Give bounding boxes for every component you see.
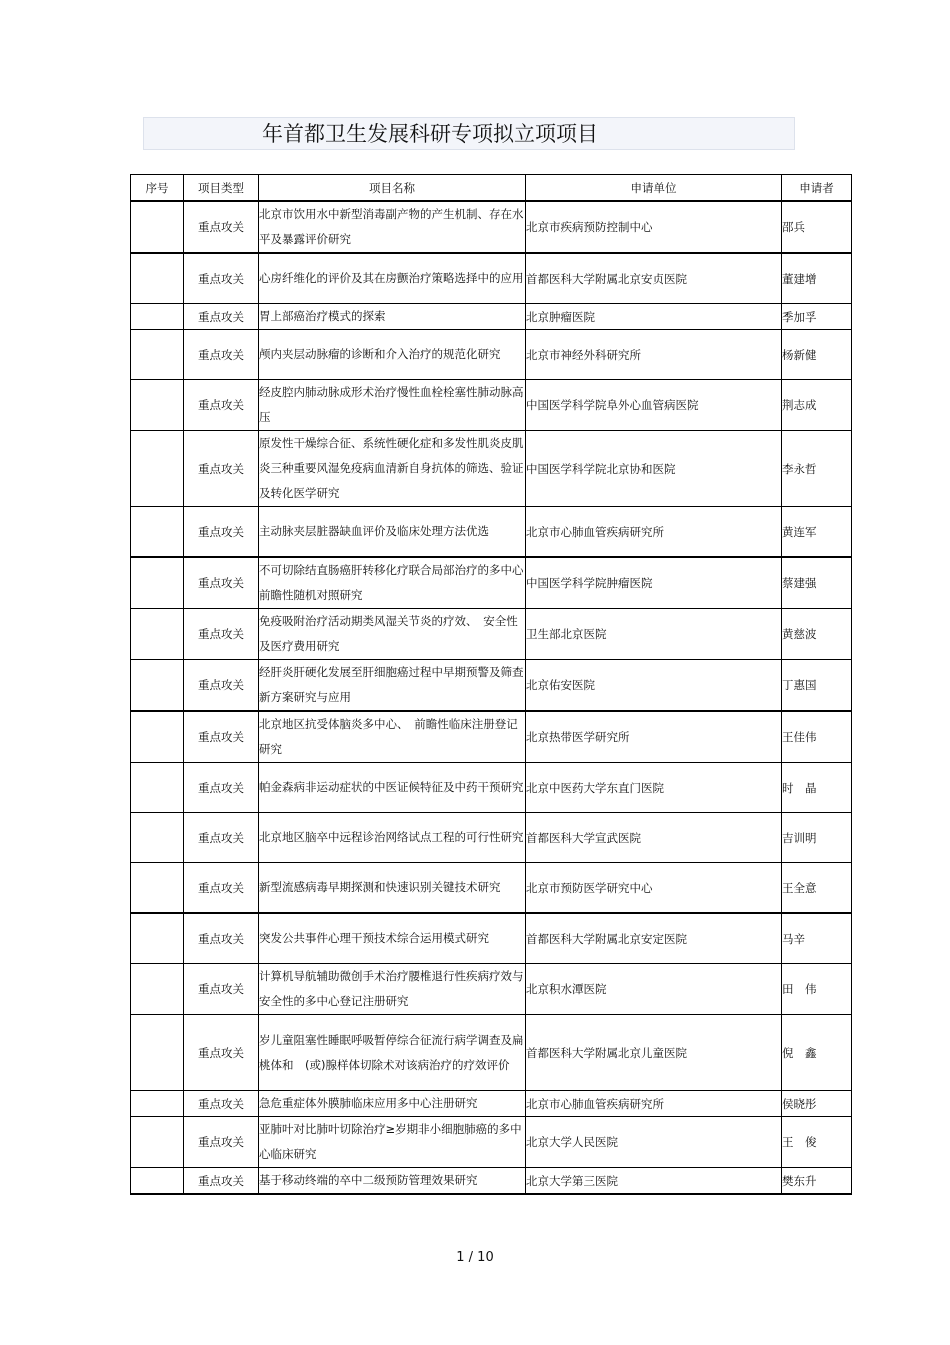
cell-unit: 首都医科大学宣武医院 bbox=[526, 813, 782, 863]
cell-unit: 北京热带医学研究所 bbox=[526, 711, 782, 763]
cell-name: 亚肺叶对比肺叶切除治疗≥岁期非小细胞肺癌的多中心临床研究 bbox=[259, 1117, 526, 1168]
table-row bbox=[131, 1091, 852, 1117]
cell-person: 侯晓彤 bbox=[782, 1091, 852, 1117]
table-row bbox=[131, 1168, 852, 1195]
table-row bbox=[131, 304, 852, 330]
project-table bbox=[130, 174, 852, 1195]
table-header-row bbox=[131, 175, 852, 202]
cell-name: 免疫吸附治疗活动期类风湿关节炎的疗效、 安全性及医疗费用研究 bbox=[259, 609, 526, 660]
table-row bbox=[131, 609, 852, 660]
cell-unit: 中国医学科学院阜外心血管病医院 bbox=[526, 380, 782, 431]
cell-type: 重点攻关 bbox=[184, 913, 259, 964]
cell-no bbox=[131, 507, 184, 558]
cell-no bbox=[131, 863, 184, 914]
cell-name: 胃上部癌治疗模式的探索 bbox=[259, 304, 526, 330]
cell-name: 不可切除结直肠癌肝转移化疗联合局部治疗的多中心前瞻性随机对照研究 bbox=[259, 557, 526, 609]
table-row bbox=[131, 913, 852, 964]
cell-type: 重点攻关 bbox=[184, 660, 259, 712]
cell-person: 田 伟 bbox=[782, 964, 852, 1015]
cell-type: 重点攻关 bbox=[184, 1015, 259, 1091]
cell-name: 主动脉夹层脏器缺血评价及临床处理方法优选 bbox=[259, 507, 526, 558]
cell-type: 重点攻关 bbox=[184, 1091, 259, 1117]
cell-unit: 北京市心肺血管疾病研究所 bbox=[526, 1091, 782, 1117]
header-no: 序号 bbox=[131, 175, 184, 202]
cell-no bbox=[131, 763, 184, 813]
table-row bbox=[131, 711, 852, 763]
cell-name: 北京地区脑卒中远程诊治网络试点工程的可行性研究 bbox=[259, 813, 526, 863]
cell-person: 王全意 bbox=[782, 863, 852, 914]
cell-no bbox=[131, 1091, 184, 1117]
cell-unit: 首都医科大学附属北京安定医院 bbox=[526, 913, 782, 964]
cell-person: 倪 鑫 bbox=[782, 1015, 852, 1091]
cell-name: 北京地区抗受体脑炎多中心、 前瞻性临床注册登记研究 bbox=[259, 711, 526, 763]
cell-name: 计算机导航辅助微创手术治疗腰椎退行性疾病疗效与安全性的多中心登记注册研究 bbox=[259, 964, 526, 1015]
cell-unit: 北京市预防医学研究中心 bbox=[526, 863, 782, 914]
cell-type: 重点攻关 bbox=[184, 813, 259, 863]
table-row bbox=[131, 557, 852, 609]
cell-unit: 北京积水潭医院 bbox=[526, 964, 782, 1015]
table-row bbox=[131, 763, 852, 813]
cell-no bbox=[131, 253, 184, 304]
cell-name: 北京市饮用水中新型消毒副产物的产生机制、存在水平及暴露评价研究 bbox=[259, 201, 526, 253]
cell-person: 马辛 bbox=[782, 913, 852, 964]
cell-type: 重点攻关 bbox=[184, 609, 259, 660]
cell-type: 重点攻关 bbox=[184, 711, 259, 763]
cell-type: 重点攻关 bbox=[184, 330, 259, 380]
cell-person: 时 晶 bbox=[782, 763, 852, 813]
header-unit: 申请单位 bbox=[526, 175, 782, 202]
cell-no bbox=[131, 660, 184, 712]
cell-no bbox=[131, 557, 184, 609]
cell-type: 重点攻关 bbox=[184, 380, 259, 431]
cell-person: 樊东升 bbox=[782, 1168, 852, 1195]
cell-type: 重点攻关 bbox=[184, 964, 259, 1015]
cell-name: 基于移动终端的卒中二级预防管理效果研究 bbox=[259, 1168, 526, 1195]
table-row bbox=[131, 964, 852, 1015]
cell-type: 重点攻关 bbox=[184, 1168, 259, 1195]
table-row bbox=[131, 330, 852, 380]
cell-unit: 中国医学科学院肿瘤医院 bbox=[526, 557, 782, 609]
cell-unit: 北京大学第三医院 bbox=[526, 1168, 782, 1195]
table-row bbox=[131, 1117, 852, 1168]
cell-person: 丁惠国 bbox=[782, 660, 852, 712]
cell-person: 王佳伟 bbox=[782, 711, 852, 763]
cell-no bbox=[131, 1168, 184, 1195]
cell-name: 经肝炎肝硬化发展至肝细胞癌过程中早期预警及筛查新方案研究与应用 bbox=[259, 660, 526, 712]
header-name: 项目名称 bbox=[259, 175, 526, 202]
cell-name: 新型流感病毒早期探测和快速识别关键技术研究 bbox=[259, 863, 526, 914]
cell-type: 重点攻关 bbox=[184, 557, 259, 609]
cell-name: 颅内夹层动脉瘤的诊断和介入治疗的规范化研究 bbox=[259, 330, 526, 380]
cell-unit: 首都医科大学附属北京安贞医院 bbox=[526, 253, 782, 304]
cell-unit: 中国医学科学院北京协和医院 bbox=[526, 431, 782, 507]
cell-unit: 首都医科大学附属北京儿童医院 bbox=[526, 1015, 782, 1091]
table-row bbox=[131, 863, 852, 914]
cell-type: 重点攻关 bbox=[184, 253, 259, 304]
header-type: 项目类型 bbox=[184, 175, 259, 202]
cell-name: 心房纤维化的评价及其在房颤治疗策略选择中的应用 bbox=[259, 253, 526, 304]
cell-unit: 北京市心肺血管疾病研究所 bbox=[526, 507, 782, 558]
cell-unit: 北京肿瘤医院 bbox=[526, 304, 782, 330]
table-row bbox=[131, 380, 852, 431]
cell-no bbox=[131, 813, 184, 863]
cell-name: 帕金森病非运动症状的中医证候特征及中药干预研究 bbox=[259, 763, 526, 813]
table-row bbox=[131, 431, 852, 507]
cell-person: 黄慈波 bbox=[782, 609, 852, 660]
table-row bbox=[131, 507, 852, 558]
cell-type: 重点攻关 bbox=[184, 201, 259, 253]
table-row bbox=[131, 201, 852, 253]
table-row bbox=[131, 660, 852, 712]
cell-name: 岁儿童阻塞性睡眠呼吸暂停综合征流行病学调查及扁桃体和 (或)腺样体切除术对该病治疗的疗效评价 bbox=[259, 1015, 526, 1091]
cell-name: 突发公共事件心理干预技术综合运用模式研究 bbox=[259, 913, 526, 964]
cell-type: 重点攻关 bbox=[184, 763, 259, 813]
cell-unit: 北京佑安医院 bbox=[526, 660, 782, 712]
cell-type: 重点攻关 bbox=[184, 431, 259, 507]
cell-no bbox=[131, 201, 184, 253]
cell-type: 重点攻关 bbox=[184, 507, 259, 558]
cell-unit: 北京中医药大学东直门医院 bbox=[526, 763, 782, 813]
table-row bbox=[131, 253, 852, 304]
cell-name: 急危重症体外膜肺临床应用多中心注册研究 bbox=[259, 1091, 526, 1117]
cell-no bbox=[131, 380, 184, 431]
cell-no bbox=[131, 609, 184, 660]
cell-type: 重点攻关 bbox=[184, 304, 259, 330]
cell-type: 重点攻关 bbox=[184, 863, 259, 914]
page-number: 1 / 10 bbox=[456, 1250, 494, 1265]
table-row bbox=[131, 813, 852, 863]
cell-unit: 北京市神经外科研究所 bbox=[526, 330, 782, 380]
cell-person: 荆志成 bbox=[782, 380, 852, 431]
cell-person: 季加孚 bbox=[782, 304, 852, 330]
cell-no bbox=[131, 431, 184, 507]
cell-no bbox=[131, 330, 184, 380]
cell-no bbox=[131, 711, 184, 763]
cell-no bbox=[131, 304, 184, 330]
table-row bbox=[131, 1015, 852, 1091]
cell-no bbox=[131, 1117, 184, 1168]
header-person: 申请者 bbox=[782, 175, 852, 202]
cell-unit: 卫生部北京医院 bbox=[526, 609, 782, 660]
cell-unit: 北京市疾病预防控制中心 bbox=[526, 201, 782, 253]
cell-person: 黄连军 bbox=[782, 507, 852, 558]
cell-person: 杨新健 bbox=[782, 330, 852, 380]
cell-name: 经皮腔内肺动脉成形术治疗慢性血栓栓塞性肺动脉高压 bbox=[259, 380, 526, 431]
page-title: 年首都卫生发展科研专项拟立项项目 bbox=[262, 122, 598, 146]
cell-person: 王 俊 bbox=[782, 1117, 852, 1168]
cell-person: 邵兵 bbox=[782, 201, 852, 253]
cell-no bbox=[131, 913, 184, 964]
cell-person: 蔡建强 bbox=[782, 557, 852, 609]
cell-name: 原发性干燥综合征、系统性硬化症和多发性肌炎皮肌炎三种重要风湿免疫病血清新自身抗体的筛选、验证及转化医学研究 bbox=[259, 431, 526, 507]
cell-type: 重点攻关 bbox=[184, 1117, 259, 1168]
cell-person: 董建增 bbox=[782, 253, 852, 304]
cell-person: 吉训明 bbox=[782, 813, 852, 863]
cell-no bbox=[131, 1015, 184, 1091]
cell-person: 李永哲 bbox=[782, 431, 852, 507]
cell-unit: 北京大学人民医院 bbox=[526, 1117, 782, 1168]
cell-no bbox=[131, 964, 184, 1015]
